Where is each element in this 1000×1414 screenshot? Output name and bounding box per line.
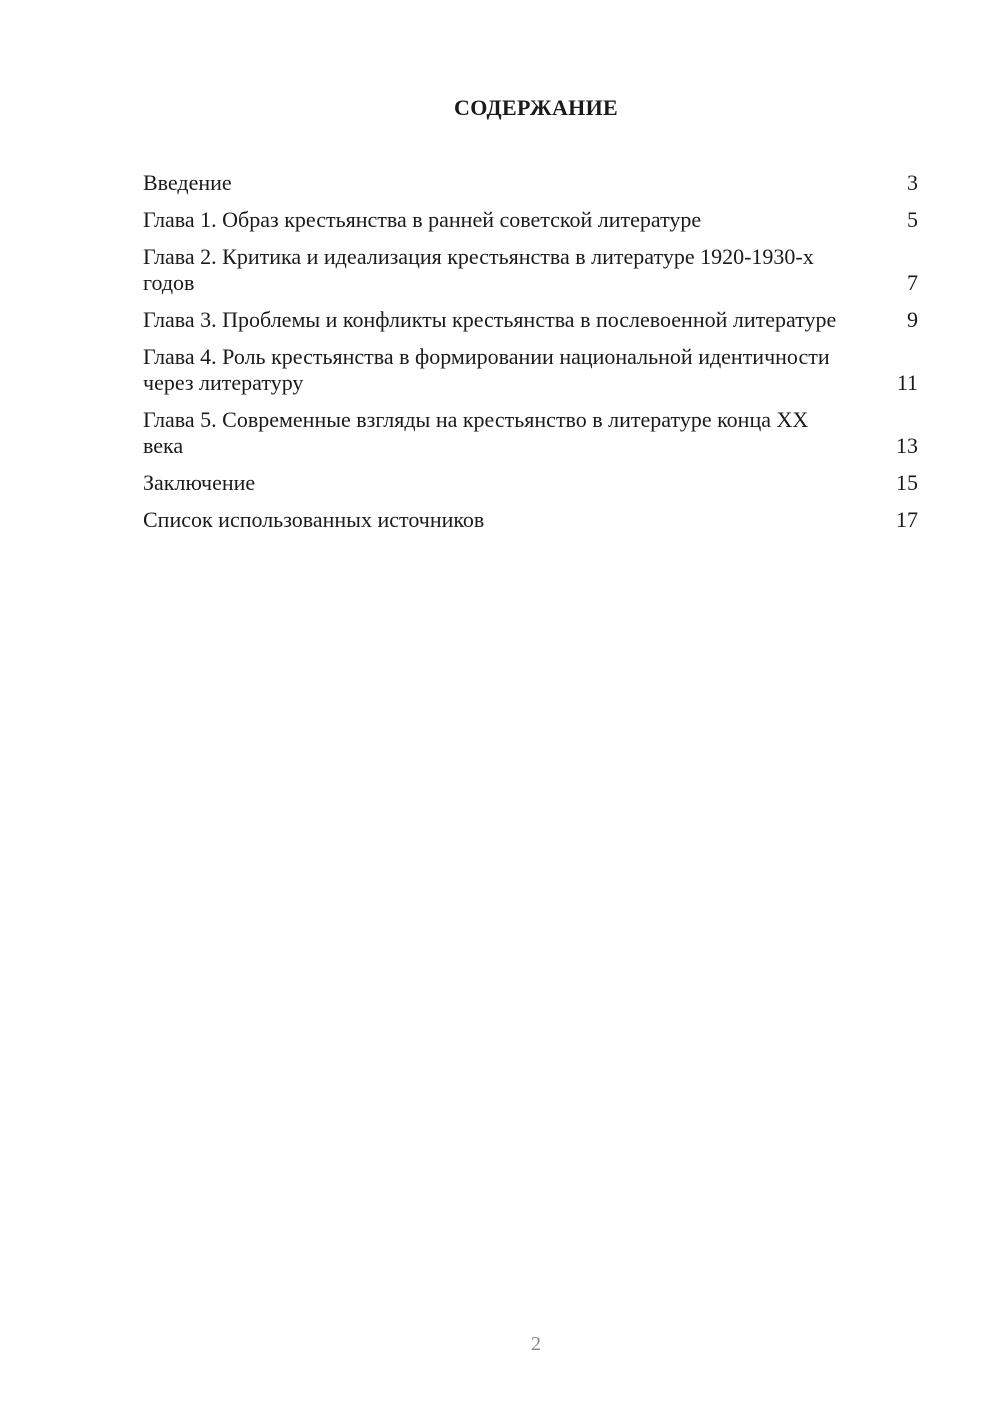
toc-item-page: 7 <box>907 270 918 295</box>
toc-item-page: 11 <box>896 370 918 395</box>
page-title: СОДЕРЖАНИЕ <box>454 95 618 120</box>
toc-item-references[interactable] <box>143 507 918 533</box>
toc-item-conclusion[interactable] <box>143 470 918 496</box>
toc-item-label: Введение <box>143 170 232 195</box>
table-of-contents <box>143 170 918 544</box>
toc-item-chapter-1[interactable] <box>143 207 918 233</box>
toc-item-chapter-4[interactable] <box>143 344 918 396</box>
toc-item-label: Глава 4. Роль крестьянства в формировании национальной идентичности через литературу <box>143 344 830 395</box>
toc-item-chapter-3[interactable] <box>143 307 918 333</box>
toc-item-page: 17 <box>896 507 918 532</box>
toc-item-page: 13 <box>896 433 918 458</box>
toc-item-page: 9 <box>907 307 918 332</box>
toc-item-page: 3 <box>907 170 918 195</box>
toc-item-page: 5 <box>907 207 918 232</box>
toc-item-label: Глава 1. Образ крестьянства в ранней советской литературе <box>143 207 702 232</box>
toc-item-label: Глава 2. Критика и идеализация крестьянства в литературе 1920-1930-х годов <box>143 244 814 295</box>
toc-item-introduction[interactable] <box>143 170 918 196</box>
toc-item-page: 15 <box>896 470 918 495</box>
toc-item-chapter-5[interactable] <box>143 407 918 459</box>
page-number: 2 <box>531 1333 541 1355</box>
toc-item-label: Список использованных источников <box>143 507 485 532</box>
toc-item-label: Глава 3. Проблемы и конфликты крестьянства в послевоенной литературе <box>143 307 837 332</box>
toc-item-label: Глава 5. Современные взгляды на крестьянство в литературе конца XX века <box>143 407 809 458</box>
toc-item-label: Заключение <box>143 470 256 495</box>
toc-item-chapter-2[interactable] <box>143 244 918 296</box>
